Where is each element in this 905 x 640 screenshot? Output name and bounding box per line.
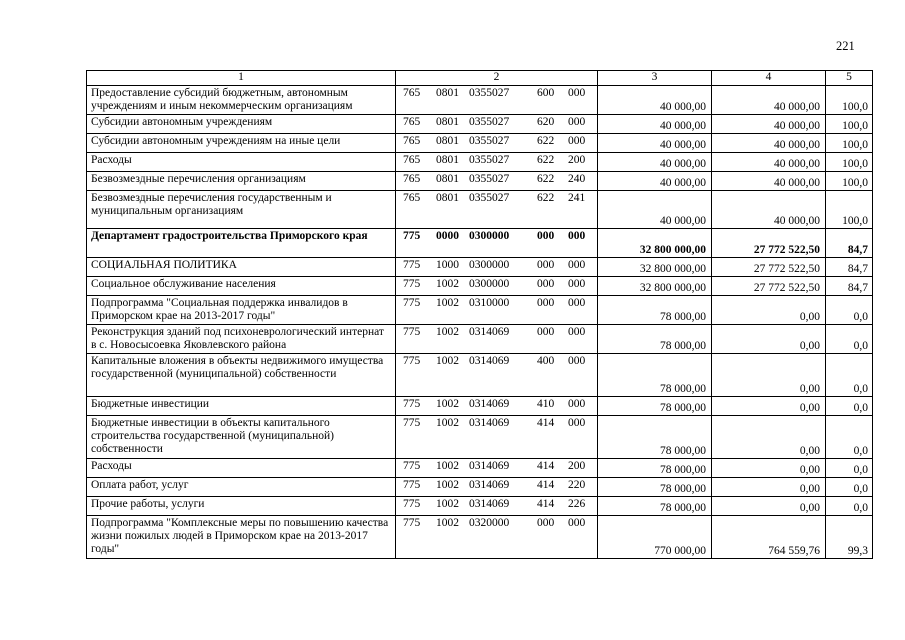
execution-percent: 100,0 bbox=[826, 153, 873, 172]
kosgu-code: 000 bbox=[568, 230, 586, 242]
row-name: Реконструкция зданий под психоневрологический интернат в с. Новосысоевка Яковлевского района bbox=[87, 325, 396, 354]
kosgu-code: 000 bbox=[568, 297, 586, 309]
target-code: 0355027 bbox=[469, 154, 510, 166]
table-row bbox=[87, 416, 873, 459]
kosgu-code: 000 bbox=[568, 398, 586, 410]
header-col-1: 1 bbox=[87, 71, 396, 86]
row-name: Бюджетные инвестиции в объекты капитального строительства государственной (муниципальной) собственности bbox=[87, 416, 396, 459]
target-code: 0314069 bbox=[469, 355, 510, 367]
row-name: Предоставление субсидий бюджетным, автономным учреждениям и иным некоммерческим организациям bbox=[87, 86, 396, 115]
header-col-2: 2 bbox=[396, 71, 598, 86]
admin-code: 765 bbox=[403, 87, 421, 99]
section-code: 1002 bbox=[436, 355, 459, 367]
expense-type-code: 622 bbox=[537, 192, 555, 204]
section-code: 1000 bbox=[436, 259, 459, 271]
planned-amount: 40 000,00 bbox=[598, 115, 712, 134]
row-name: Безвозмездные перечисления организациям bbox=[87, 172, 396, 191]
header-col-3: 3 bbox=[598, 71, 712, 86]
expense-type-code: 000 bbox=[537, 259, 555, 271]
execution-percent: 0,0 bbox=[826, 325, 873, 354]
admin-code: 775 bbox=[403, 498, 421, 510]
expense-type-code: 414 bbox=[537, 417, 555, 429]
execution-percent: 0,0 bbox=[826, 459, 873, 478]
execution-percent: 0,0 bbox=[826, 397, 873, 416]
planned-amount: 78 000,00 bbox=[598, 296, 712, 325]
table-header-row bbox=[87, 71, 873, 86]
row-codes bbox=[396, 134, 598, 153]
actual-amount: 27 772 522,50 bbox=[712, 258, 826, 277]
table-row bbox=[87, 478, 873, 497]
row-codes bbox=[396, 516, 598, 559]
expense-type-code: 622 bbox=[537, 173, 555, 185]
planned-amount: 40 000,00 bbox=[598, 172, 712, 191]
table-row bbox=[87, 172, 873, 191]
table-row bbox=[87, 354, 873, 397]
planned-amount: 32 800 000,00 bbox=[598, 258, 712, 277]
section-code: 0801 bbox=[436, 87, 459, 99]
actual-amount: 0,00 bbox=[712, 397, 826, 416]
expense-type-code: 400 bbox=[537, 355, 555, 367]
row-name: Социальное обслуживание населения bbox=[87, 277, 396, 296]
header-col-5: 5 bbox=[826, 71, 873, 86]
kosgu-code: 000 bbox=[568, 355, 586, 367]
planned-amount: 32 800 000,00 bbox=[598, 229, 712, 258]
budget-table bbox=[86, 70, 873, 559]
row-codes bbox=[396, 229, 598, 258]
admin-code: 775 bbox=[403, 259, 421, 271]
admin-code: 775 bbox=[403, 479, 421, 491]
kosgu-code: 000 bbox=[568, 259, 586, 271]
kosgu-code: 000 bbox=[568, 326, 586, 338]
target-code: 0314069 bbox=[469, 498, 510, 510]
target-code: 0355027 bbox=[469, 135, 510, 147]
row-codes bbox=[396, 325, 598, 354]
expense-type-code: 000 bbox=[537, 517, 555, 529]
table-row bbox=[87, 325, 873, 354]
row-name: Прочие работы, услуги bbox=[87, 497, 396, 516]
target-code: 0310000 bbox=[469, 297, 510, 309]
kosgu-code: 000 bbox=[568, 278, 586, 290]
execution-percent: 0,0 bbox=[826, 354, 873, 397]
table-row bbox=[87, 115, 873, 134]
planned-amount: 40 000,00 bbox=[598, 191, 712, 229]
target-code: 0300000 bbox=[469, 230, 510, 242]
planned-amount: 32 800 000,00 bbox=[598, 277, 712, 296]
table-row bbox=[87, 134, 873, 153]
section-code: 0801 bbox=[436, 192, 459, 204]
section-code: 1002 bbox=[436, 278, 459, 290]
actual-amount: 40 000,00 bbox=[712, 86, 826, 115]
actual-amount: 40 000,00 bbox=[712, 134, 826, 153]
kosgu-code: 200 bbox=[568, 154, 586, 166]
execution-percent: 99,3 bbox=[826, 516, 873, 559]
kosgu-code: 220 bbox=[568, 479, 586, 491]
expense-type-code: 410 bbox=[537, 398, 555, 410]
planned-amount: 40 000,00 bbox=[598, 86, 712, 115]
row-name: Расходы bbox=[87, 459, 396, 478]
admin-code: 775 bbox=[403, 460, 421, 472]
expense-type-code: 414 bbox=[537, 498, 555, 510]
header-col-4: 4 bbox=[712, 71, 826, 86]
expense-type-code: 600 bbox=[537, 87, 555, 99]
admin-code: 775 bbox=[403, 517, 421, 529]
target-code: 0314069 bbox=[469, 479, 510, 491]
planned-amount: 78 000,00 bbox=[598, 459, 712, 478]
actual-amount: 27 772 522,50 bbox=[712, 277, 826, 296]
row-codes bbox=[396, 459, 598, 478]
kosgu-code: 000 bbox=[568, 417, 586, 429]
actual-amount: 0,00 bbox=[712, 459, 826, 478]
admin-code: 775 bbox=[403, 278, 421, 290]
section-code: 1002 bbox=[436, 326, 459, 338]
actual-amount: 0,00 bbox=[712, 296, 826, 325]
kosgu-code: 226 bbox=[568, 498, 586, 510]
row-name: Подпрограмма "Социальная поддержка инвалидов в Приморском крае на 2013-2017 годы" bbox=[87, 296, 396, 325]
target-code: 0355027 bbox=[469, 173, 510, 185]
row-codes bbox=[396, 478, 598, 497]
planned-amount: 78 000,00 bbox=[598, 354, 712, 397]
row-name: Субсидии автономным учреждениям bbox=[87, 115, 396, 134]
planned-amount: 40 000,00 bbox=[598, 134, 712, 153]
admin-code: 765 bbox=[403, 116, 421, 128]
section-code: 1002 bbox=[436, 517, 459, 529]
admin-code: 775 bbox=[403, 326, 421, 338]
expense-type-code: 000 bbox=[537, 297, 555, 309]
target-code: 0355027 bbox=[469, 192, 510, 204]
execution-percent: 84,7 bbox=[826, 277, 873, 296]
row-name: Департамент градостроительства Приморского края bbox=[87, 229, 396, 258]
row-codes bbox=[396, 115, 598, 134]
execution-percent: 100,0 bbox=[826, 191, 873, 229]
execution-percent: 100,0 bbox=[826, 115, 873, 134]
admin-code: 775 bbox=[403, 230, 421, 242]
target-code: 0314069 bbox=[469, 417, 510, 429]
admin-code: 765 bbox=[403, 135, 421, 147]
row-codes bbox=[396, 354, 598, 397]
expense-type-code: 000 bbox=[537, 230, 555, 242]
target-code: 0320000 bbox=[469, 517, 510, 529]
row-codes bbox=[396, 296, 598, 325]
execution-percent: 100,0 bbox=[826, 172, 873, 191]
admin-code: 775 bbox=[403, 398, 421, 410]
execution-percent: 84,7 bbox=[826, 229, 873, 258]
section-code: 0801 bbox=[436, 173, 459, 185]
expense-type-code: 622 bbox=[537, 154, 555, 166]
row-codes bbox=[396, 416, 598, 459]
kosgu-code: 200 bbox=[568, 460, 586, 472]
execution-percent: 0,0 bbox=[826, 478, 873, 497]
actual-amount: 40 000,00 bbox=[712, 172, 826, 191]
row-name: СОЦИАЛЬНАЯ ПОЛИТИКА bbox=[87, 258, 396, 277]
section-code: 0801 bbox=[436, 116, 459, 128]
admin-code: 775 bbox=[403, 355, 421, 367]
section-code: 1002 bbox=[436, 460, 459, 472]
execution-percent: 0,0 bbox=[826, 416, 873, 459]
expense-type-code: 000 bbox=[537, 326, 555, 338]
actual-amount: 40 000,00 bbox=[712, 115, 826, 134]
kosgu-code: 000 bbox=[568, 517, 586, 529]
row-name: Оплата работ, услуг bbox=[87, 478, 396, 497]
row-codes bbox=[396, 153, 598, 172]
row-codes bbox=[396, 172, 598, 191]
planned-amount: 40 000,00 bbox=[598, 153, 712, 172]
planned-amount: 78 000,00 bbox=[598, 397, 712, 416]
section-code: 1002 bbox=[436, 417, 459, 429]
kosgu-code: 241 bbox=[568, 192, 586, 204]
section-code: 0000 bbox=[436, 230, 459, 242]
table-row bbox=[87, 277, 873, 296]
planned-amount: 78 000,00 bbox=[598, 497, 712, 516]
actual-amount: 0,00 bbox=[712, 354, 826, 397]
row-codes bbox=[396, 497, 598, 516]
table-row bbox=[87, 459, 873, 478]
table-row bbox=[87, 296, 873, 325]
table-body bbox=[87, 86, 873, 559]
section-code: 1002 bbox=[436, 297, 459, 309]
section-code: 1002 bbox=[436, 498, 459, 510]
expense-type-code: 620 bbox=[537, 116, 555, 128]
row-name: Расходы bbox=[87, 153, 396, 172]
expense-type-code: 414 bbox=[537, 479, 555, 491]
target-code: 0355027 bbox=[469, 87, 510, 99]
row-name: Бюджетные инвестиции bbox=[87, 397, 396, 416]
target-code: 0300000 bbox=[469, 278, 510, 290]
table-row bbox=[87, 516, 873, 559]
expense-type-code: 622 bbox=[537, 135, 555, 147]
actual-amount: 40 000,00 bbox=[712, 153, 826, 172]
target-code: 0314069 bbox=[469, 326, 510, 338]
planned-amount: 78 000,00 bbox=[598, 325, 712, 354]
admin-code: 775 bbox=[403, 297, 421, 309]
execution-percent: 0,0 bbox=[826, 497, 873, 516]
actual-amount: 0,00 bbox=[712, 325, 826, 354]
admin-code: 775 bbox=[403, 417, 421, 429]
row-name: Подпрограмма "Комплексные меры по повышению качества жизни пожилых людей в Приморском крае на 2013-2017 годы" bbox=[87, 516, 396, 559]
row-codes bbox=[396, 86, 598, 115]
row-codes bbox=[396, 397, 598, 416]
actual-amount: 0,00 bbox=[712, 497, 826, 516]
kosgu-code: 000 bbox=[568, 116, 586, 128]
kosgu-code: 240 bbox=[568, 173, 586, 185]
planned-amount: 770 000,00 bbox=[598, 516, 712, 559]
admin-code: 765 bbox=[403, 192, 421, 204]
section-code: 1002 bbox=[436, 479, 459, 491]
table-row bbox=[87, 497, 873, 516]
row-name: Капитальные вложения в объекты недвижимого имущества государственной (муниципальной) собственности bbox=[87, 354, 396, 397]
target-code: 0314069 bbox=[469, 460, 510, 472]
table-row bbox=[87, 86, 873, 115]
target-code: 0355027 bbox=[469, 116, 510, 128]
admin-code: 765 bbox=[403, 173, 421, 185]
kosgu-code: 000 bbox=[568, 135, 586, 147]
execution-percent: 100,0 bbox=[826, 134, 873, 153]
execution-percent: 100,0 bbox=[826, 86, 873, 115]
expense-type-code: 414 bbox=[537, 460, 555, 472]
section-code: 1002 bbox=[436, 398, 459, 410]
kosgu-code: 000 bbox=[568, 87, 586, 99]
row-codes bbox=[396, 277, 598, 296]
row-codes bbox=[396, 258, 598, 277]
execution-percent: 0,0 bbox=[826, 296, 873, 325]
section-code: 0801 bbox=[436, 154, 459, 166]
target-code: 0314069 bbox=[469, 398, 510, 410]
table-row bbox=[87, 191, 873, 229]
actual-amount: 764 559,76 bbox=[712, 516, 826, 559]
table-row bbox=[87, 397, 873, 416]
actual-amount: 40 000,00 bbox=[712, 191, 826, 229]
target-code: 0300000 bbox=[469, 259, 510, 271]
expense-type-code: 000 bbox=[537, 278, 555, 290]
section-code: 0801 bbox=[436, 135, 459, 147]
row-name: Безвозмездные перечисления государственным и муниципальным организациям bbox=[87, 191, 396, 229]
actual-amount: 27 772 522,50 bbox=[712, 229, 826, 258]
table-row bbox=[87, 229, 873, 258]
page-number: 221 bbox=[836, 39, 855, 53]
admin-code: 765 bbox=[403, 154, 421, 166]
row-codes bbox=[396, 191, 598, 229]
planned-amount: 78 000,00 bbox=[598, 478, 712, 497]
actual-amount: 0,00 bbox=[712, 478, 826, 497]
actual-amount: 0,00 bbox=[712, 416, 826, 459]
execution-percent: 84,7 bbox=[826, 258, 873, 277]
planned-amount: 78 000,00 bbox=[598, 416, 712, 459]
row-name: Субсидии автономным учреждениям на иные цели bbox=[87, 134, 396, 153]
table-row bbox=[87, 153, 873, 172]
table-row bbox=[87, 258, 873, 277]
